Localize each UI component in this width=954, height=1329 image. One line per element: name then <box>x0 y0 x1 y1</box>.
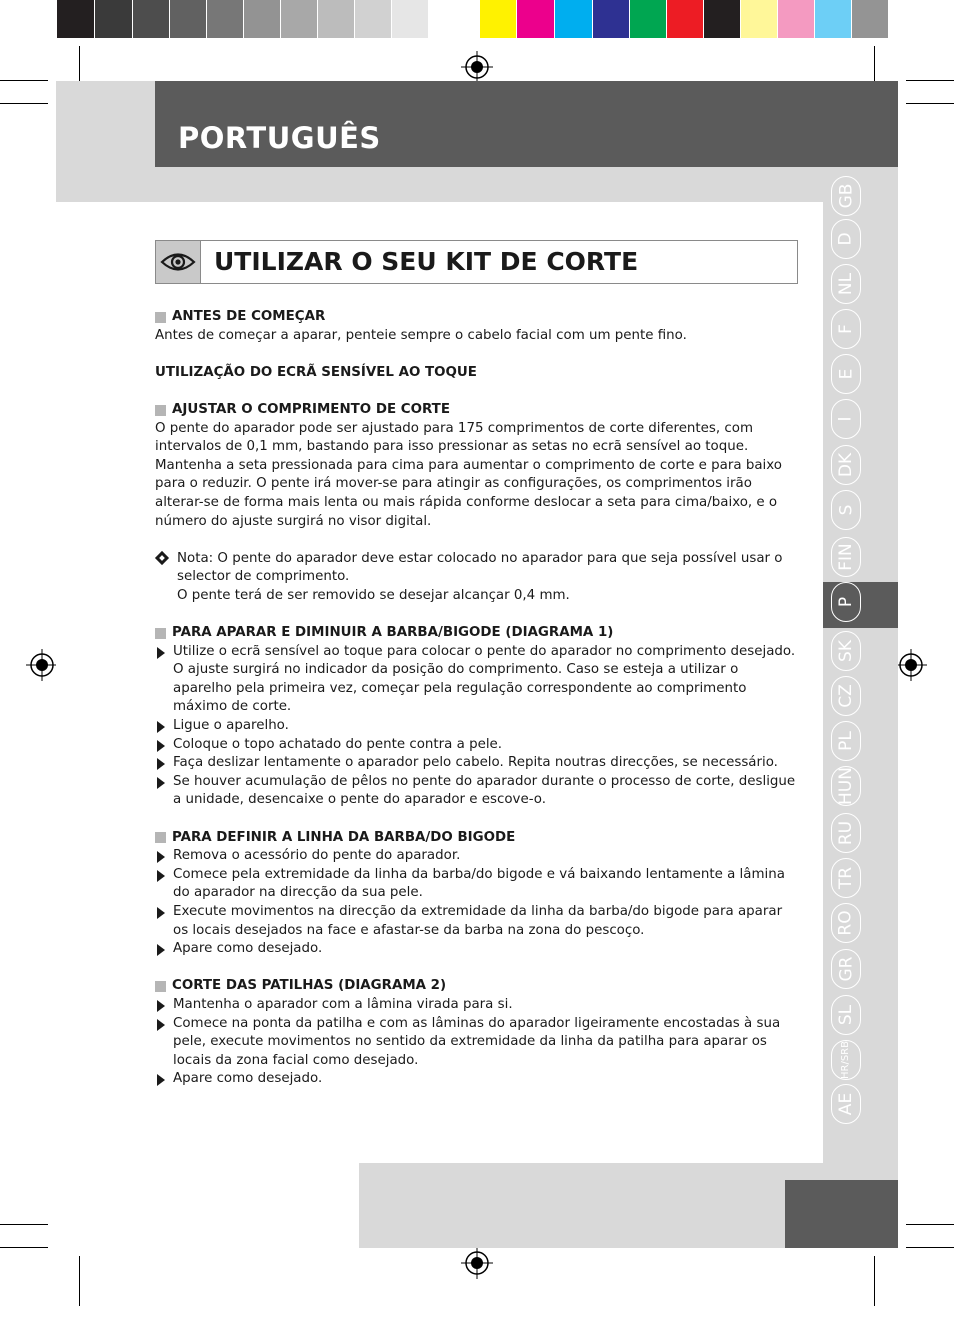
registration-mark-icon <box>26 649 58 681</box>
crop-mark <box>0 103 48 104</box>
list-item: Apare como desejado. <box>155 940 800 959</box>
language-tab-gr[interactable] <box>831 949 861 989</box>
color-swatch <box>133 0 170 38</box>
paragraph-ajustar: O pente do aparador pode ser ajustado para 175 comprimentos de corte diferentes, com intervalos de 0,1 mm, bastando para isso pressionar as setas no ecrã sensível ao toque. Mantenha a seta pressionada para cima para aumentar o comprimento de corte e para baixo para o reduzir. O pente irá mover-se para atingir as configurações, os comprimentos irão alterar-se de forma mais lenta ou mais rápida conforme deslocar a seta para cima/baixo, e o número do ajuste surgirá no visor digital. <box>155 420 782 529</box>
language-tab-label: PL <box>835 731 856 751</box>
arrow-bullet-icon <box>157 758 165 770</box>
heading-ecra: UTILIZAÇÃO DO ECRÃ SENSÍVEL AO TOQUE <box>155 364 477 380</box>
language-tab-f[interactable] <box>831 309 861 349</box>
color-swatch <box>517 0 555 38</box>
color-swatch <box>704 0 741 38</box>
arrow-bullet-icon <box>157 870 165 882</box>
color-swatch <box>741 0 778 38</box>
square-bullet-icon <box>155 981 166 992</box>
footer-dark-block <box>785 1180 898 1248</box>
instructions-body <box>155 308 800 1089</box>
language-tab-fin[interactable] <box>831 537 861 577</box>
eye-icon <box>156 241 201 283</box>
heading-patilhas: CORTE DAS PATILHAS (DIAGRAMA 2) <box>155 977 800 996</box>
language-tab-label: HR/SRB <box>840 1041 851 1079</box>
color-swatch <box>281 0 318 38</box>
square-bullet-icon <box>155 405 166 416</box>
language-tab-label: RO <box>835 910 856 936</box>
language-tab-label: AE <box>836 1092 856 1116</box>
color-swatch <box>555 0 593 38</box>
language-tab-label: SK <box>835 640 856 662</box>
heading-ajustar: AJUSTAR O COMPRIMENTO DE CORTE <box>155 401 800 420</box>
language-tab-sk[interactable] <box>831 631 861 671</box>
language-tab-label: DK <box>836 452 856 478</box>
color-swatch <box>667 0 704 38</box>
list-item: Se houver acumulação de pêlos no pente do aparador durante o processo de corte, desligue a unidade, desencaixe o pente do aparador e escove-o. <box>155 773 800 810</box>
language-tab-label: HUN <box>836 767 857 805</box>
language-tab-dk[interactable] <box>831 445 861 485</box>
heading-antes: ANTES DE COMEÇAR <box>155 308 800 327</box>
crop-mark <box>0 1224 48 1225</box>
section-header <box>155 240 798 284</box>
arrow-bullet-icon <box>157 777 165 789</box>
language-tab-label: P <box>835 596 856 608</box>
color-swatch <box>429 0 466 38</box>
color-calibration-bar <box>57 0 889 38</box>
arrow-bullet-icon <box>157 1000 165 1012</box>
language-tab-label: S <box>835 504 856 516</box>
heading-linha: PARA DEFINIR A LINHA DA BARBA/DO BIGODE <box>155 829 800 848</box>
language-tab-hr-srb[interactable] <box>831 1040 861 1080</box>
language-tab-label: GB <box>836 183 856 209</box>
color-swatch <box>318 0 355 38</box>
color-swatch <box>95 0 133 38</box>
section-title: UTILIZAR O SEU KIT DE CORTE <box>214 247 639 276</box>
color-swatch <box>57 0 95 38</box>
language-tab-tr[interactable] <box>831 858 861 898</box>
arrow-bullet-icon <box>157 1074 165 1086</box>
color-swatch <box>207 0 244 38</box>
list-item: Comece na ponta da patilha e com as lâminas do aparador ligeiramente encostadas à sua pele, execute movimentos no sentido da extremidade da linha da patilha para aparar os locais da zona facial como desejado. <box>155 1015 800 1071</box>
language-tab-label: NL <box>835 272 856 296</box>
language-tab-label: CZ <box>836 684 856 708</box>
color-swatch <box>480 0 517 38</box>
color-swatch <box>244 0 281 38</box>
list-item: Faça deslizar lentamente o aparador pelo cabelo. Repita noutras direcções, se necessário. <box>155 754 800 773</box>
language-tab-label: D <box>836 232 856 246</box>
arrow-bullet-icon <box>157 721 165 733</box>
registration-mark-icon <box>895 649 927 681</box>
note-line-2: O pente terá de ser removido se desejar alcançar 0,4 mm. <box>177 587 570 603</box>
color-swatch <box>392 0 429 38</box>
language-tab-ru[interactable] <box>831 813 861 853</box>
color-swatch <box>778 0 815 38</box>
language-tab-ro[interactable] <box>831 903 861 943</box>
arrow-bullet-icon <box>157 944 165 956</box>
language-tab-s[interactable] <box>831 490 861 530</box>
crop-mark <box>906 1247 954 1248</box>
list-item: Ligue o aparelho. <box>155 717 800 736</box>
language-tab-d[interactable] <box>831 219 861 259</box>
language-tab-label: SL <box>835 1004 856 1026</box>
arrow-bullet-icon <box>157 647 165 659</box>
arrow-bullet-icon <box>157 907 165 919</box>
list-item: Apare como desejado. <box>155 1070 800 1089</box>
color-swatch <box>355 0 392 38</box>
crop-mark <box>906 80 954 81</box>
square-bullet-icon <box>155 312 166 323</box>
note <box>155 550 800 606</box>
crop-mark <box>906 1224 954 1225</box>
list-item: Mantenha o aparador com a lâmina virada para si. <box>155 996 800 1015</box>
square-bullet-icon <box>155 628 166 639</box>
language-tab-pl[interactable] <box>831 721 861 761</box>
note-icon <box>155 551 169 565</box>
color-swatch <box>852 0 889 38</box>
list-item: Utilize o ecrã sensível ao toque para colocar o pente do aparador no comprimento desejado. O ajuste surgirá no indicador da posição do comprimento. Caso se esteja a utilizar o aparelho pela primeira vez, começar pela regulação correspondente ao comprimento máximo de corte. <box>155 643 800 717</box>
crop-mark <box>79 1256 80 1306</box>
list-item: Execute movimentos na direcção da extremidade da linha da barba/do bigode para aparar os locais desejados na face e afastar-se da barba na zona do pescoço. <box>155 903 800 940</box>
color-swatch <box>170 0 207 38</box>
registration-mark-icon <box>461 1247 493 1279</box>
square-bullet-icon <box>155 832 166 843</box>
language-tab-sl[interactable] <box>831 995 861 1035</box>
color-swatch <box>815 0 852 38</box>
language-tab-cz[interactable] <box>831 676 861 716</box>
crop-mark <box>874 1256 875 1306</box>
language-tab-gb[interactable] <box>831 176 861 216</box>
note-line-1: Nota: O pente do aparador deve estar colocado no aparador para que seja possível usar o selector de comprimento. <box>177 550 783 585</box>
language-tab-nl[interactable] <box>831 264 861 304</box>
list-item: Comece pela extremidade da linha da barba/do bigode e vá baixando lentamente a lâmina do aparador na direcção da sua pele. <box>155 866 800 903</box>
list-item: Remova o acessório do pente do aparador. <box>155 847 800 866</box>
registration-mark-icon <box>461 51 493 83</box>
language-tab-i[interactable] <box>831 399 861 439</box>
arrow-bullet-icon <box>157 1019 165 1031</box>
language-tab-p[interactable] <box>831 582 861 622</box>
list-item: Coloque o topo achatado do pente contra a pele. <box>155 736 800 755</box>
language-tab-label: F <box>836 324 856 334</box>
language-tab-hun[interactable] <box>831 766 861 806</box>
arrow-bullet-icon <box>157 851 165 863</box>
crop-mark <box>0 80 48 81</box>
arrow-bullet-icon <box>157 740 165 752</box>
language-tab-e[interactable] <box>831 354 861 394</box>
language-tab-label: GR <box>836 956 856 982</box>
crop-mark <box>0 1247 48 1248</box>
paragraph-antes: Antes de começar a aparar, penteie sempre o cabelo facial com um pente fino. <box>155 327 687 343</box>
heading-barba: PARA APARAR E DIMINUIR A BARBA/BIGODE (DIAGRAMA 1) <box>155 624 800 643</box>
language-tab-label: E <box>836 368 856 380</box>
language-tab-label: I <box>835 416 856 422</box>
language-tab-label: FIN <box>835 543 856 571</box>
crop-mark <box>906 103 954 104</box>
language-tab-label: TR <box>835 866 856 890</box>
color-swatch <box>593 0 630 38</box>
page-title: PORTUGUÊS <box>178 121 381 155</box>
color-swatch <box>630 0 667 38</box>
language-tab-ae[interactable] <box>831 1084 861 1124</box>
language-tab-label: RU <box>835 820 856 846</box>
